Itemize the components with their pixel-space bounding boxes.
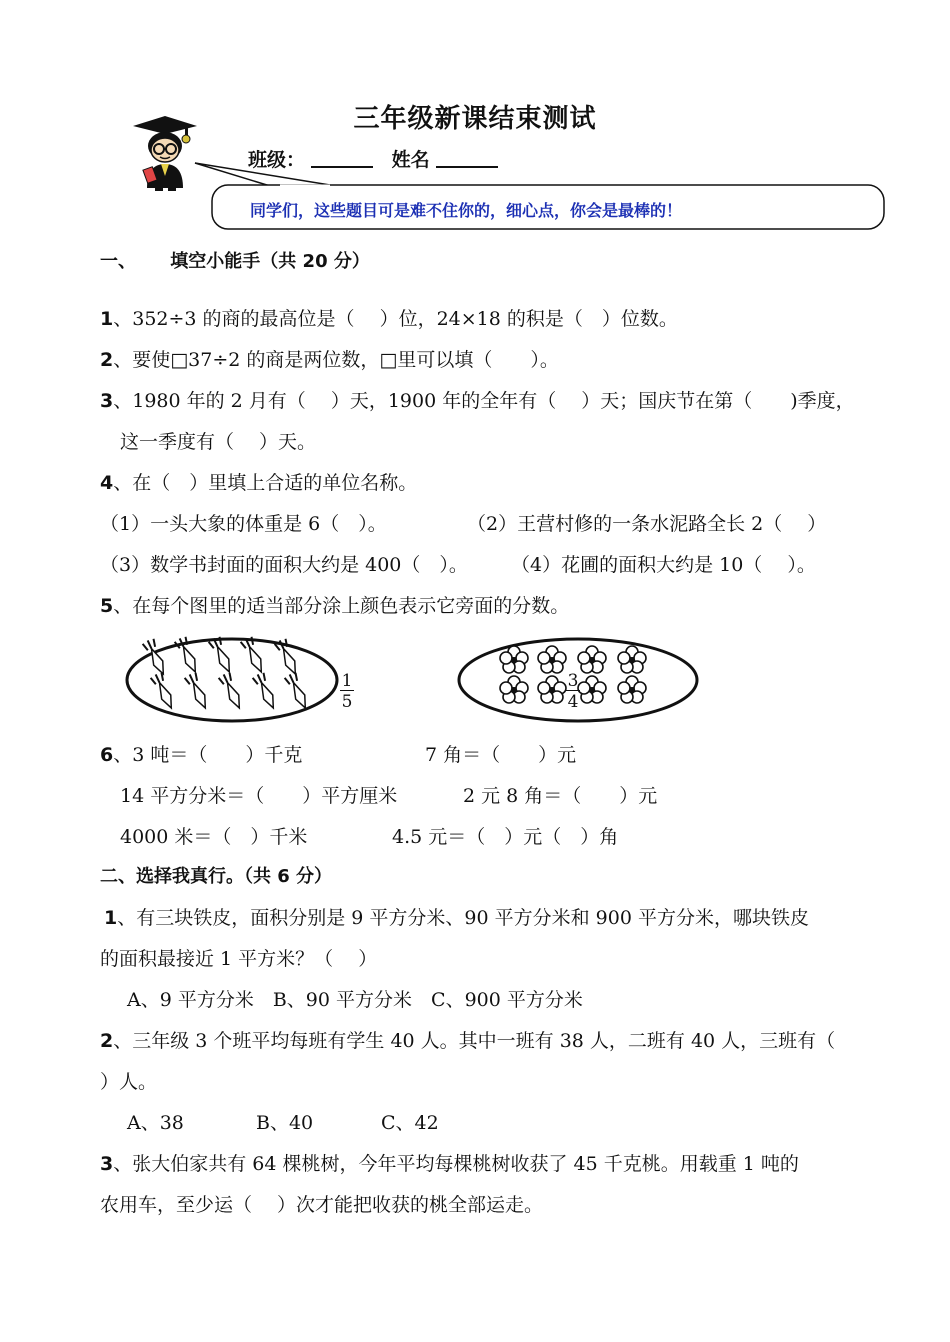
fraction-numerator: 1: [341, 671, 353, 691]
flower-icon: [500, 646, 528, 673]
carrot-icon: [252, 672, 279, 711]
fraction-1-5: [340, 672, 354, 713]
question-2-1: 1、有三块铁皮，面积分别是 9 平方分米、90 平方分米和 900 平方分米，哪块铁皮: [104, 907, 809, 929]
question-2-1-options: A、9 平方分米 B、90 平方分米 C、900 平方分米: [127, 989, 583, 1011]
question-2-2: 2、三年级 3 个班平均每班有学生 40 人。其中一班有 38 人，二班有 40 人，三班有（: [100, 1030, 836, 1052]
question-1-4-c: （3）数学书封面的面积大约是 400（ ）。: [100, 554, 468, 576]
section1-number: 一、: [100, 251, 136, 272]
question-2-2-option-b: B、40: [256, 1112, 314, 1134]
question-1-4-b: （2）王营村修的一条水泥路全长 2（ ）: [467, 513, 827, 535]
class-label: 班级：: [248, 149, 306, 171]
question-1-6-a: 6、3 吨＝（ ）千克: [100, 744, 303, 766]
question-1-2: 2、要使□37÷2 的商是两位数，□里可以填（ ）。: [100, 349, 559, 371]
question-1-4-a: （1）一头大象的体重是 6（ ）。: [100, 513, 387, 535]
flower-icon: [538, 676, 566, 703]
question-1-5: 5、在每个图里的适当部分涂上颜色表示它旁面的分数。: [100, 595, 570, 617]
speech-bubble: [190, 155, 890, 235]
section1-title: 填空小能手（共 20 分）: [170, 251, 370, 272]
question-1-6-c: 14 平方分米＝（ ）平方厘米: [120, 785, 398, 807]
question-2-3-line2: 农用车，至少运（ ）次才能把收获的桃全部运走。: [100, 1194, 544, 1216]
page-title: 三年级新课结束测试: [353, 104, 597, 134]
question-2-2-option-a: A、38: [127, 1112, 184, 1134]
flower-icon: [500, 676, 528, 703]
flower-icon: [618, 676, 646, 703]
encouragement-text: 同学们，这些题目可是难不住你的，细心点，你会是最棒的！: [250, 201, 683, 220]
section1-heading: [100, 247, 370, 273]
question-1-3-line2: 这一季度有（ ）天。: [120, 431, 317, 453]
fraction-denominator: 5: [341, 692, 353, 712]
flower-icon: [578, 676, 606, 703]
fraction-3-4: [566, 672, 580, 713]
fraction-denominator: 4: [567, 692, 579, 712]
question-2-2-line2: ）人。: [100, 1071, 158, 1093]
flower-icon: [578, 646, 606, 673]
question-2-2-option-c: C、42: [381, 1112, 439, 1134]
question-1-6-d: 2 元 8 角＝（ ）元: [463, 785, 658, 807]
flower-icon: [538, 646, 566, 673]
carrot-icon: [184, 672, 211, 711]
carrot-icon: [150, 672, 177, 711]
carrot-icon: [208, 636, 235, 675]
question-1-6-e: 4000 米＝（ ）千米: [120, 826, 308, 848]
question-2-3: 3、张大伯家共有 64 棵桃树，今年平均每棵桃树收获了 45 千克桃。用载重 1 吨的: [100, 1153, 799, 1175]
carrot-icon: [284, 672, 311, 711]
question-1-6-f: 4.5 元＝（ ）元（ ）角: [392, 826, 619, 848]
name-label: 姓名: [391, 149, 430, 171]
question-1-1: 1、352÷3 的商的最高位是（ ）位，24×18 的积是（ ）位数。: [100, 308, 678, 330]
section2-heading: 二、选择我真行。（共 6 分）: [100, 866, 333, 887]
question-1-3: 3、1980 年的 2 月有（ ）天，1900 年的全年有（ ）天；国庆节在第（ )季度，: [100, 390, 855, 412]
question-2-1-line2: 的面积最接近 1 平方米？（ ）: [100, 948, 378, 970]
carrot-ellipse-figure: [124, 636, 340, 726]
question-1-4: 4、在（ ）里填上合适的单位名称。: [100, 472, 418, 494]
fraction-numerator: 3: [567, 671, 579, 691]
question-1-6-b: 7 角＝（ ）元: [425, 744, 577, 766]
question-1-4-d: （4）花圃的面积大约是 10（ ）。: [511, 554, 816, 576]
flower-icon: [618, 646, 646, 673]
carrot-icon: [218, 672, 245, 711]
